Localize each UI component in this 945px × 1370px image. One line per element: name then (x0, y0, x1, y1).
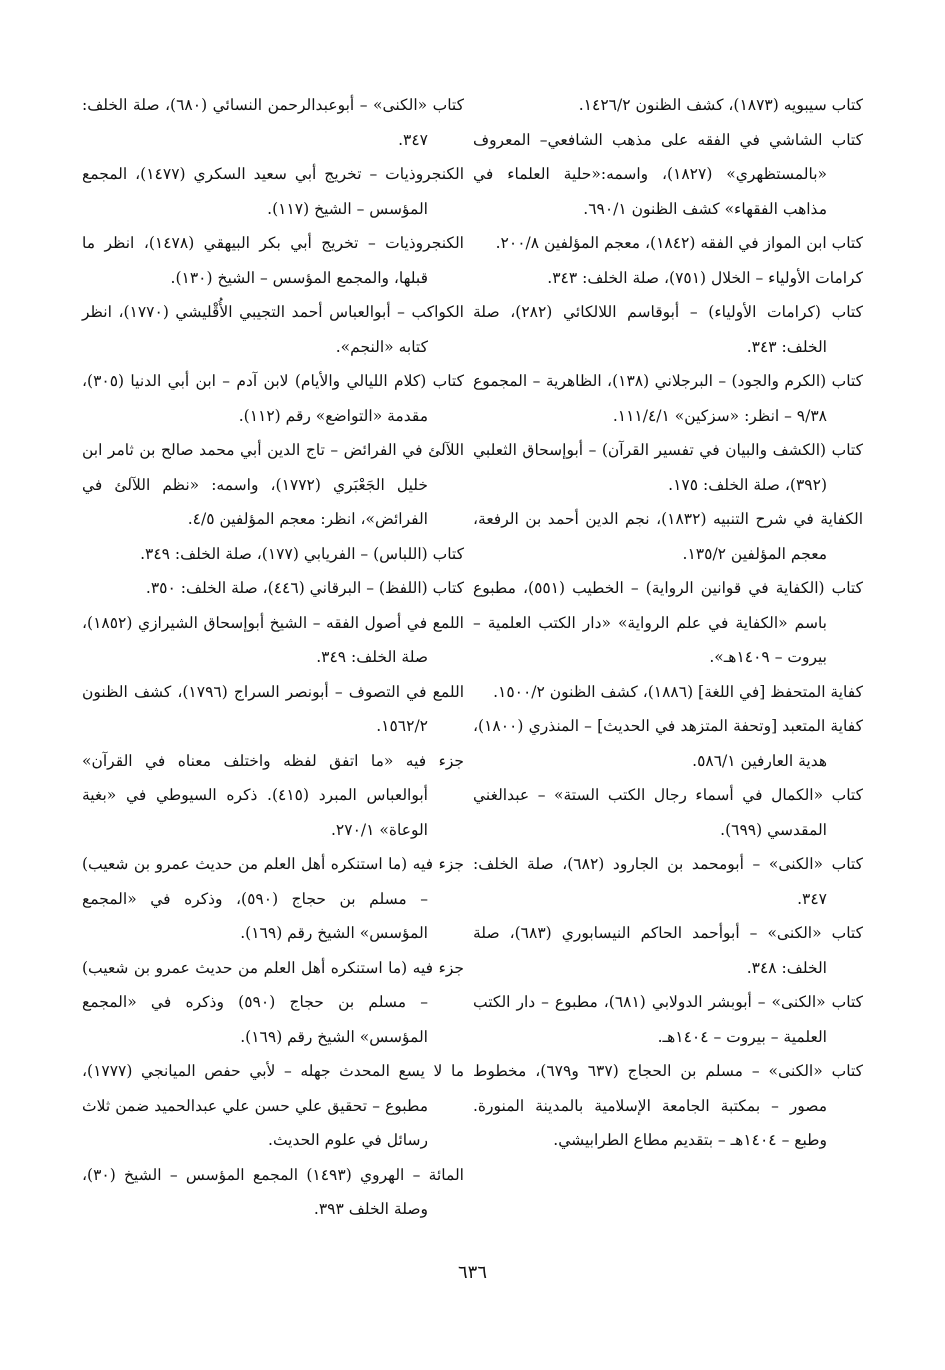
bibliography-entry: كتاب ابن المواز في الفقه (١٨٤٢)، معجم المؤلفين ٢٠٠/٨. (495, 234, 863, 252)
bibliography-entry: الكنجروذيات – تخريج أبي سعيد السكري (١٤٧٧)، المجمع المؤسس – الشيخ (١١٧). (82, 165, 464, 218)
bibliography-entry: كتاب «الكنى» – أبوبشر الدولابي (٦٨١)، مطبوع – دار الكتب العلمية – بيروت – ١٤٠٤هـ. (473, 993, 864, 1046)
bibliography-entry: المائة – الهروي (١٤٩٣) المجمع المؤسس – الشيخ (٣٠)، وصلة الخلف ٣٩٣. (82, 1165, 464, 1218)
bibliography-entry: ما لا يسع المحدث جهله – لأبي حفص الميانجي (١٧٧٧)، مطبوع – تحقيق علي حسن علي عبدالحميد ضمن ثلاث رسائل في علوم الحديث. (82, 1062, 464, 1149)
bibliography-entry: كتاب (كرامات الأولياء) – أبوقاسم اللالكائي (٢٨٢)، صلة الخلف: ٣٤٣. (473, 303, 863, 356)
bibliography-entry: كتاب «الكنى» – مسلم بن الحجاج (٦٣٧ و٦٧٩)، مخطوط مصور – بمكتبة الجامعة الإسلامية بالمدينة المنورة. وطبع – ١٤٠٤هـ – بتقديم مطاع الطرابيشي. (473, 1062, 863, 1149)
bibliography-entry: الكواكب – أبوالعباس أحمد التجيبي الأُقْليشي (١٧٧٠)، انظر كتابه «النجم». (82, 303, 464, 356)
bibliography-entry: كتاب «الكنى» – أبوأحمد الحاكم النيسابوري (٦٨٣)، صلة الخلف: ٣٤٨. (473, 924, 863, 977)
bibliography-entry: كتاب (الكشف والبيان في تفسير القرآن) – أبوإسحاق الثعلبي (٣٩٢)، صلة الخلف: ١٧٥. (473, 441, 863, 494)
bibliography-entry: كتاب (الكفاية في قوانين الرواية) – الخطيب (٥٥١)، مطبوع باسم «الكفاية في علم الرواية» «دار الكتب العلمية – بيروت – ١٤٠٩هـ». (473, 579, 863, 666)
left-column (82, 88, 464, 1227)
bibliography-entry: كتاب «الكمال في أسماء رجال الكتب الستة» – عبدالغني المقدسي (٦٩٩). (473, 786, 863, 839)
bibliography-entry: جزء فيه (ما استنكره أهل العلم من حديث عمرو بن شعيب) – مسلم بن حجاج (٥٩٠)، وذكره في «المجمع المؤسس» الشيخ رقم (١٦٩). (82, 855, 464, 942)
bibliography-entry: كتاب «الكنى» – أبومحمد بن الجارود (٦٨٢)، صلة الخلف: ٣٤٧. (473, 855, 863, 908)
bibliography-entry: كرامات الأولياء – الخلال (٧٥١)، صلة الخلف: ٣٤٣. (547, 268, 863, 287)
bibliography-entry: كفاية المتعبد [وتحفة المتزهد في الحديث] – المنذري (١٨٠٠)، هدية العارفين ٥٨٦/١. (473, 717, 863, 770)
bibliography-entry: اللمع في التصوف – أبونصر السراج (١٧٩٦)، كشف الظنون ١٥٦٢/٢. (82, 682, 465, 735)
bibliography-entry: اللمع في أصول الفقه – الشيخ أبوإسحاق الشيرازي (١٨٥٢)، صلة الخلف: ٣٤٩. (82, 613, 464, 666)
bibliography-entry: اللآلئ في الفرائض – تاج الدين أبي محمد صالح بن ثامر ابن خليل الجَعْبَري (١٧٧٢)، واسمه: «نظم اللآلئ في الفرائض»، انظر: معجم المؤلفين ٤/٥. (82, 441, 464, 528)
bibliography-entry: كتاب الشاشي في الفقه على مذهب الشافعي– المعروف «بالمستظهري» (١٨٢٧)، واسمه:«حلية العلماء في مذاهب الفقهاء» كشف الظنون ٦٩٠/١. (473, 130, 863, 218)
bibliography-entry: جزء فيه (ما استنكره أهل العلم من حديث عمرو بن شعيب) – مسلم بن حجاج (٥٩٠) وذكره في «المجمع المؤسس» الشيخ رقم (١٦٩). (82, 958, 464, 1046)
bibliography-entry: كتاب (الكرم والجود) – البرجلاني (١٣٨)، الظاهرية – المجموع ٩/٣٨ – انظر: «سزكين» ١١١/٤/١. (473, 372, 863, 425)
bibliography-entry: جزء فيه «ما اتفق لفظه واختلف معناه في القرآن» أبوالعباس المبرد (٤١٥). ذكره السيوطي في «بغية الوعاة» ٢٧٠/١. (82, 751, 464, 839)
bibliography-entry: الكنجروذيات – تخريج أبي بكر البيهقي (١٤٧٨)، انظر ما قبلها، والمجمع المؤسس – الشيخ (١٣٠). (82, 234, 464, 287)
bibliography-entry: كتاب (اللباس) – الفريابي (١٧٧)، صلة الخلف: ٣٤٩. (140, 544, 464, 563)
bibliography-entry: الكفاية في شرح التنبيه (١٨٣٢)، نجم الدين أحمد بن الرفعة، معجم المؤلفين ١٣٥/٢. (473, 510, 864, 563)
bibliography-entry: كتاب «الكنى» – أبوعبدالرحمن النسائي (٦٨٠)، صلة الخلف: ٣٤٧. (82, 96, 464, 149)
bibliography-entry: كتاب سيبويه (١٨٧٣)، كشف الظنون ١٤٢٦/٢. (578, 96, 863, 114)
bibliography-entry: كتاب (كلام الليالي والأيام) لابن آدم – ابن أبي الدنيا (٣٠٥)، مقدمة «التواضع» رقم (١١٢). (82, 372, 464, 425)
right-column (473, 88, 863, 1158)
bibliography-entry: كتاب (اللفظ) – البرقاني (٤٤٦)، صلة الخلف: ٣٥٠. (145, 579, 464, 597)
page-number: ٦٣٦ (457, 1262, 487, 1283)
bibliography-entry: كفاية المتحفظ [في اللغة] (١٨٨٦)، كشف الظنون ١٥٠٠/٢. (493, 682, 863, 701)
